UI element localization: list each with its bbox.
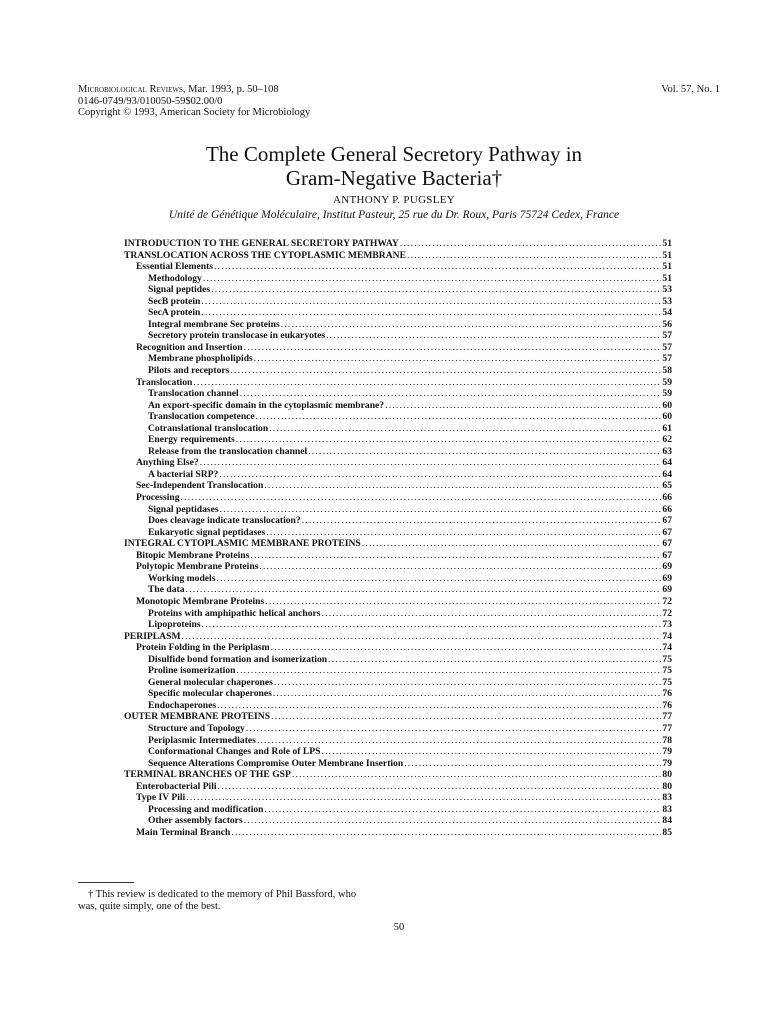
- toc-leader-dots: [236, 434, 662, 446]
- toc-entry-title: Disulfide bond formation and isomerization: [148, 653, 328, 665]
- toc-entry: [124, 711, 672, 723]
- toc-leader-dots: [181, 492, 662, 504]
- toc-entry-page: 53: [662, 295, 672, 307]
- toc-entry: [124, 631, 672, 643]
- toc-leader-dots: [257, 735, 662, 747]
- issn-line: 0146-0749/93/010050-59$02.00/0: [78, 95, 223, 107]
- toc-leader-dots: [211, 284, 661, 296]
- toc-leader-dots: [256, 411, 662, 423]
- toc-leader-dots: [400, 238, 662, 250]
- author-affiliation: Unité de Génétique Moléculaire, Institut Pasteur, 25 rue du Dr. Roux, Paris 75724 Cedex, France: [168, 209, 620, 221]
- toc-entry-title: Signal peptidases: [148, 503, 219, 515]
- toc-entry: [124, 377, 672, 389]
- toc-entry-title: PERIPLASM: [124, 630, 181, 642]
- toc-entry-title: Methodology: [148, 272, 202, 284]
- toc-leader-dots: [362, 538, 662, 550]
- toc-entry-title: Working models: [148, 572, 216, 584]
- toc-entry: [124, 480, 672, 492]
- toc-entry: [124, 261, 672, 273]
- toc-entry-page: 57: [662, 341, 672, 353]
- toc-entry-title: Protein Folding in the Periplasm: [136, 642, 270, 654]
- toc-entry-title: Energy requirements: [148, 434, 235, 446]
- toc-entry: [124, 781, 672, 793]
- toc-entry-title: Translocation competence: [148, 411, 255, 423]
- toc-entry-page: 73: [662, 619, 672, 631]
- toc-entry: [124, 677, 672, 689]
- toc-entry: [124, 665, 672, 677]
- toc-entry: [124, 434, 672, 446]
- toc-entry: [124, 550, 672, 562]
- toc-entry-title: Recognition and Insertion: [136, 341, 243, 353]
- toc-entry-title: Polytopic Membrane Proteins: [136, 561, 259, 573]
- toc-entry-page: 61: [662, 422, 672, 434]
- toc-leader-dots: [266, 527, 661, 539]
- toc-entry: [124, 642, 672, 654]
- toc-entry-page: 67: [662, 538, 672, 550]
- toc-leader-dots: [254, 353, 662, 365]
- toc-entry-title: Integral membrane Sec proteins: [148, 318, 280, 330]
- toc-leader-dots: [274, 677, 662, 689]
- toc-leader-dots: [218, 781, 662, 793]
- toc-leader-dots: [292, 769, 662, 781]
- toc-leader-dots: [246, 723, 662, 735]
- toc-entry: [124, 758, 672, 770]
- toc-entry-title: Structure and Topology: [148, 722, 245, 734]
- toc-entry-page: 75: [662, 653, 672, 665]
- toc-entry-page: 51: [662, 238, 672, 249]
- toc-entry-page: 85: [662, 826, 672, 838]
- toc-entry: [124, 319, 672, 331]
- toc-entry-page: 79: [662, 757, 672, 769]
- toc-entry: [124, 561, 672, 573]
- toc-leader-dots: [244, 815, 662, 827]
- toc-entry-page: 67: [662, 526, 672, 538]
- toc-leader-dots: [240, 388, 662, 400]
- toc-entry-page: 54: [662, 307, 672, 319]
- toc-leader-dots: [182, 631, 662, 643]
- toc-leader-dots: [202, 619, 662, 631]
- toc-entry-title: Translocation channel: [148, 388, 239, 400]
- toc-entry-title: SecB protein: [148, 295, 201, 307]
- toc-leader-dots: [265, 596, 661, 608]
- toc-leader-dots: [385, 400, 661, 412]
- toc-entry-page: 69: [662, 572, 672, 584]
- toc-entry: [124, 827, 672, 839]
- toc-entry-page: 76: [662, 688, 672, 700]
- toc-entry-title: INTEGRAL CYTOPLASMIC MEMBRANE PROTEINS: [124, 538, 361, 550]
- title-line-1: The Complete General Secretory Pathway in: [205, 142, 583, 166]
- toc-entry-title: General molecular chaperones: [148, 676, 273, 688]
- toc-entry: [124, 250, 672, 262]
- toc-entry: [124, 469, 672, 481]
- toc-entry-title: Lipoproteins: [148, 619, 201, 631]
- footnote-divider: [78, 882, 134, 883]
- toc-entry-title: Essential Elements: [136, 261, 214, 273]
- toc-entry-title: INTRODUCTION TO THE GENERAL SECRETORY PATHWAY: [124, 238, 399, 249]
- author-name: ANTHONY P. PUGSLEY: [332, 194, 456, 206]
- toc-leader-dots: [231, 827, 661, 839]
- toc-entry-page: 69: [662, 584, 672, 596]
- citation-line: [78, 84, 310, 96]
- toc-leader-dots: [193, 377, 661, 389]
- toc-entry-title: TRANSLOCATION ACROSS THE CYTOPLASMIC MEMBRANE: [124, 249, 406, 261]
- toc-entry-title: Proline isomerization: [148, 665, 236, 677]
- toc-entry-title: Main Terminal Branch: [136, 826, 231, 838]
- toc-entry-title: SecA protein: [148, 307, 201, 319]
- toc-entry-title: Membrane phospholipids: [148, 353, 253, 365]
- toc-entry: [124, 688, 672, 700]
- toc-leader-dots: [216, 573, 661, 585]
- toc-entry: [124, 423, 672, 435]
- toc-entry-title: Type IV Pili: [136, 792, 186, 804]
- toc-entry: [124, 353, 672, 365]
- toc-entry: [124, 573, 672, 585]
- toc-entry-page: 74: [662, 630, 672, 642]
- toc-entry-title: Signal peptides: [148, 284, 211, 296]
- toc-entry-title: Processing: [136, 492, 180, 504]
- toc-entry-title: Specific molecular chaperones: [148, 688, 272, 700]
- toc-entry-title: The data: [148, 584, 185, 596]
- toc-entry-title: Periplasmic Intermediates: [148, 734, 256, 746]
- toc-leader-dots: [236, 665, 661, 677]
- toc-leader-dots: [259, 561, 661, 573]
- toc-entry-title: Does cleavage indicate translocation?: [148, 515, 301, 527]
- table-of-contents: [124, 238, 672, 838]
- toc-entry-title: Enterobacterial Pili: [136, 780, 217, 792]
- toc-entry-page: 80: [662, 769, 672, 781]
- toc-leader-dots: [308, 446, 661, 458]
- toc-entry-page: 62: [662, 434, 672, 446]
- toc-entry-page: 77: [662, 722, 672, 734]
- toc-entry-title: Sequence Alterations Compromise Outer Membrane Insertion: [148, 757, 404, 769]
- toc-entry-page: 63: [662, 445, 672, 457]
- toc-leader-dots: [250, 550, 661, 562]
- toc-entry: [124, 608, 672, 620]
- toc-entry: [124, 504, 672, 516]
- toc-entry-title: Endochaperones: [148, 699, 217, 711]
- toc-leader-dots: [271, 711, 661, 723]
- toc-entry: [124, 654, 672, 666]
- citation-detail: , Mar. 1993, p. 50–108: [182, 84, 279, 95]
- toc-entry-title: Cotranslational translocation: [148, 422, 269, 434]
- toc-entry-title: Secretory protein translocase in eukaryotes: [148, 330, 326, 342]
- toc-entry-title: Monotopic Membrane Proteins: [136, 595, 265, 607]
- toc-entry-title: Pilots and receptors: [148, 365, 230, 377]
- volume-number: Vol. 57, No. 1: [661, 84, 720, 95]
- toc-leader-dots: [265, 804, 662, 816]
- copyright-line: Copyright © 1993, American Society for Microbiology: [78, 107, 311, 118]
- toc-entry: [124, 815, 672, 827]
- toc-leader-dots: [217, 700, 661, 712]
- toc-entry: [124, 700, 672, 712]
- toc-entry: [124, 804, 672, 816]
- toc-leader-dots: [219, 469, 661, 481]
- footnote-line-2: was, quite simply, one of the best.: [78, 901, 221, 912]
- toc-entry-page: 51: [662, 261, 672, 273]
- toc-entry: [124, 388, 672, 400]
- toc-entry-title: A bacterial SRP?: [148, 468, 219, 480]
- toc-entry-page: 72: [662, 607, 672, 619]
- toc-leader-dots: [230, 365, 661, 377]
- toc-entry: [124, 723, 672, 735]
- toc-entry-title: Other assembly factors: [148, 815, 243, 827]
- toc-leader-dots: [322, 608, 662, 620]
- toc-leader-dots: [186, 584, 662, 596]
- toc-entry-page: 66: [662, 492, 672, 504]
- toc-entry-page: 77: [662, 711, 672, 723]
- toc-entry: [124, 330, 672, 342]
- toc-entry: [124, 411, 672, 423]
- toc-leader-dots: [273, 688, 662, 700]
- toc-entry: [124, 527, 672, 539]
- toc-entry-title: Eukaryotic signal peptidases: [148, 526, 266, 538]
- toc-entry: [124, 284, 672, 296]
- toc-entry-title: Processing and modification: [148, 803, 264, 815]
- toc-entry: [124, 457, 672, 469]
- toc-entry: [124, 769, 672, 781]
- toc-entry-title: Bitopic Membrane Proteins: [136, 549, 250, 561]
- toc-entry-page: 84: [662, 815, 672, 827]
- toc-entry: [124, 515, 672, 527]
- toc-leader-dots: [271, 642, 662, 654]
- toc-entry-title: Anything Else?: [136, 457, 199, 469]
- toc-entry-page: 56: [662, 318, 672, 330]
- toc-entry-title: TERMINAL BRANCHES OF THE GSP: [124, 769, 291, 781]
- toc-entry-page: 51: [662, 249, 672, 261]
- toc-leader-dots: [201, 296, 661, 308]
- toc-entry-page: 65: [662, 480, 672, 492]
- toc-entry: [124, 538, 672, 550]
- toc-entry-page: 57: [662, 353, 672, 365]
- toc-leader-dots: [281, 319, 662, 331]
- toc-entry-page: 59: [662, 388, 672, 400]
- toc-entry: [124, 238, 672, 250]
- toc-entry-page: 80: [662, 780, 672, 792]
- dedication-footnote: [78, 889, 398, 913]
- journal-header: [78, 84, 310, 119]
- toc-entry-page: 59: [662, 376, 672, 388]
- toc-entry-page: 72: [662, 595, 672, 607]
- toc-entry-title: An export-specific domain in the cytoplasmic membrane?: [148, 399, 385, 411]
- toc-entry: [124, 365, 672, 377]
- toc-entry-page: 75: [662, 676, 672, 688]
- footnote-line-1: † This review is dedicated to the memory of Phil Bassford, who: [88, 889, 357, 900]
- toc-leader-dots: [328, 654, 661, 666]
- toc-leader-dots: [404, 758, 661, 770]
- toc-entry-title: OUTER MEMBRANE PROTEINS: [124, 711, 271, 723]
- toc-entry-page: 79: [662, 746, 672, 758]
- toc-entry-page: 64: [662, 457, 672, 469]
- toc-leader-dots: [269, 423, 661, 435]
- toc-entry-page: 83: [662, 792, 672, 804]
- toc-entry: [124, 596, 672, 608]
- journal-name: Microbiological Reviews: [78, 84, 183, 95]
- toc-entry-title: Conformational Changes and Role of LPS: [148, 746, 321, 758]
- toc-entry: [124, 296, 672, 308]
- toc-entry-page: 67: [662, 515, 672, 527]
- toc-leader-dots: [321, 746, 661, 758]
- toc-entry-page: 66: [662, 503, 672, 515]
- toc-entry-page: 67: [662, 549, 672, 561]
- toc-entry: [124, 746, 672, 758]
- toc-entry: [124, 492, 672, 504]
- toc-entry-page: 78: [662, 734, 672, 746]
- page-number: 50: [393, 922, 405, 933]
- toc-leader-dots: [186, 792, 661, 804]
- toc-leader-dots: [203, 273, 662, 285]
- toc-entry-title: Proteins with amphipathic helical anchors: [148, 607, 321, 619]
- toc-entry: [124, 584, 672, 596]
- toc-entry: [124, 619, 672, 631]
- toc-entry: [124, 446, 672, 458]
- toc-entry-page: 76: [662, 699, 672, 711]
- toc-entry-title: Sec-Independent Translocation: [136, 480, 264, 492]
- toc-entry-title: Translocation: [136, 376, 193, 388]
- article-title: [0, 142, 768, 190]
- toc-entry-page: 74: [662, 642, 672, 654]
- toc-entry: [124, 273, 672, 285]
- toc-entry-page: 64: [662, 468, 672, 480]
- toc-entry: [124, 342, 672, 354]
- toc-entry-title: Release from the translocation channel: [148, 445, 308, 457]
- toc-leader-dots: [220, 504, 662, 516]
- toc-entry-page: 60: [662, 411, 672, 423]
- toc-entry: [124, 307, 672, 319]
- toc-entry-page: 57: [662, 330, 672, 342]
- toc-entry-page: 75: [662, 665, 672, 677]
- toc-leader-dots: [407, 250, 661, 262]
- toc-entry-page: 60: [662, 399, 672, 411]
- toc-leader-dots: [302, 515, 662, 527]
- toc-entry-page: 51: [662, 272, 672, 284]
- toc-entry: [124, 735, 672, 747]
- toc-leader-dots: [264, 480, 661, 492]
- title-line-2: Gram-Negative Bacteria†: [285, 166, 503, 190]
- toc-entry-page: 53: [662, 284, 672, 296]
- toc-leader-dots: [326, 330, 661, 342]
- toc-entry-page: 83: [662, 803, 672, 815]
- toc-entry-page: 58: [662, 365, 672, 377]
- toc-leader-dots: [214, 261, 661, 273]
- toc-entry: [124, 792, 672, 804]
- toc-leader-dots: [200, 457, 662, 469]
- toc-leader-dots: [201, 307, 661, 319]
- toc-entry-page: 69: [662, 561, 672, 573]
- toc-leader-dots: [244, 342, 662, 354]
- toc-entry: [124, 400, 672, 412]
